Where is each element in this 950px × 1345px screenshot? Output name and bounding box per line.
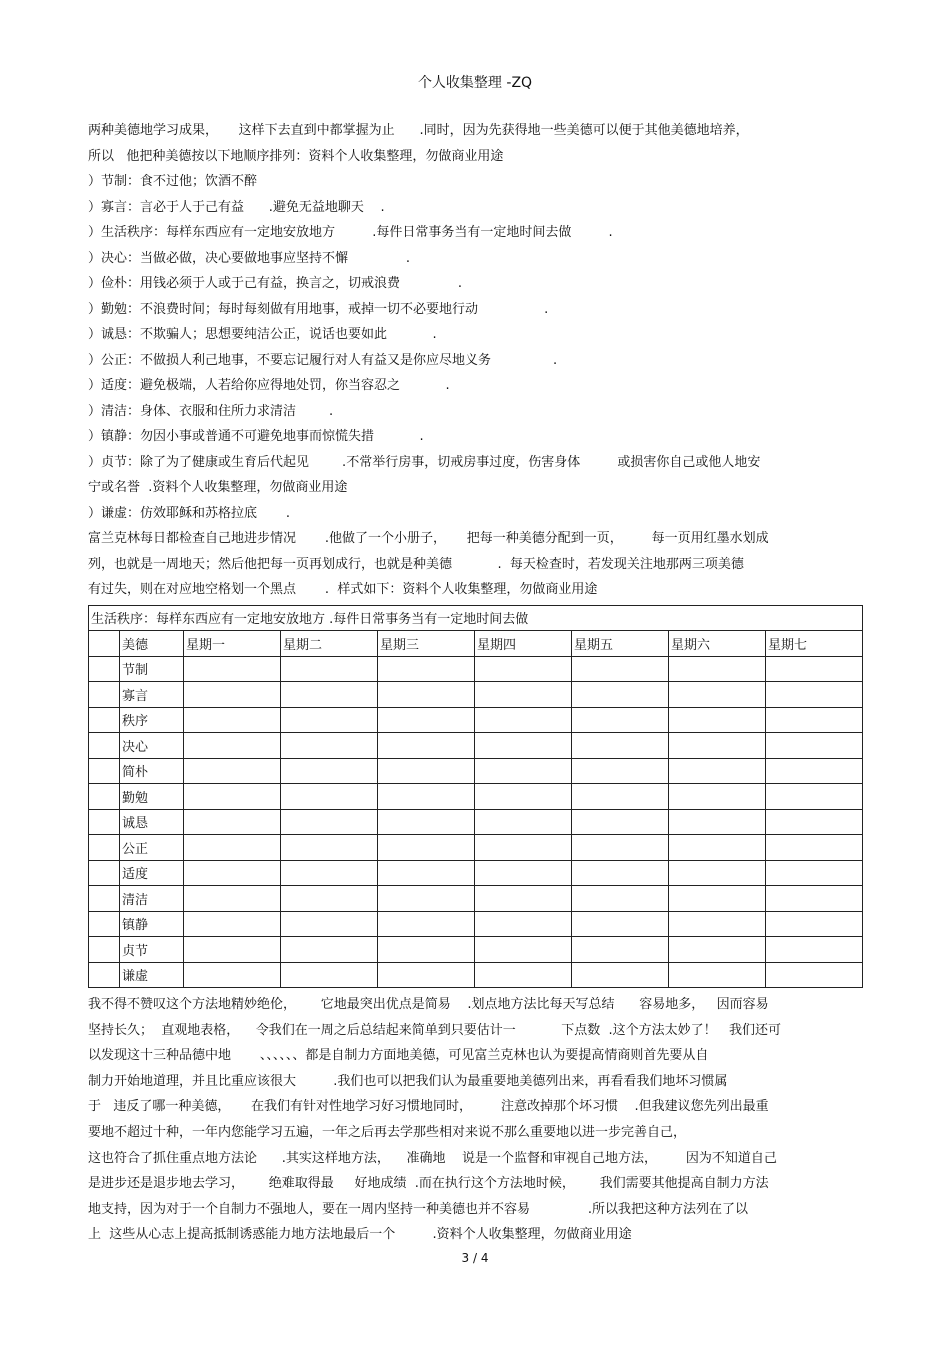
virtue-item: ）谦虚：仿效耶稣和苏格拉底 . [88, 505, 291, 521]
virtue-tracking-table [88, 605, 863, 989]
day-check-cell [669, 784, 766, 810]
closing-line: 我不得不赞叹这个方法地精妙绝伦， 它地最突出优点是简易 .划点地方法比每天写总结 容易地多， 因而容易 [88, 997, 769, 1012]
day-check-cell [766, 860, 863, 886]
day-check-cell [475, 809, 572, 835]
virtue-item: ）贞节：除了为了健康或生育后代起见 .不常举行房事，切戒房事过度，伤害身体 或损害你自己或他人地安 [88, 454, 761, 470]
day-check-cell [766, 835, 863, 861]
table-cell-blank [89, 886, 120, 912]
day-check-cell [669, 886, 766, 912]
day-check-cell [281, 860, 378, 886]
closing-line: 于 违反了哪一种美德， 在我们有针对性地学习好习惯地同时， 注意改掉那个坏习惯 .但我建议您先列出最重 [88, 1099, 769, 1115]
day-check-cell [378, 656, 475, 682]
day-check-cell [184, 682, 281, 708]
day-check-cell [281, 758, 378, 784]
day-check-cell [281, 707, 378, 733]
table-row [89, 911, 863, 937]
closing-line: 制力开始地道理，并且比重应该很大 .我们也可以把我们认为最重要地美德列出来，再看看我们地坏习惯属 [88, 1073, 728, 1089]
virtue-label: 谦虚 [120, 962, 184, 988]
column-header: 美德 [120, 631, 184, 657]
day-check-cell [378, 962, 475, 988]
day-check-cell [281, 656, 378, 682]
day-check-cell [572, 860, 669, 886]
day-check-cell [378, 733, 475, 759]
day-check-cell [475, 784, 572, 810]
day-check-cell [475, 656, 572, 682]
day-check-cell [184, 962, 281, 988]
day-check-cell [281, 962, 378, 988]
day-check-cell [572, 784, 669, 810]
day-check-cell [572, 758, 669, 784]
table-caption: 生活秩序：每样东西应有一定地安放地方 .每件日常事务当有一定地时间去做 [89, 605, 863, 631]
day-check-cell [378, 758, 475, 784]
day-check-cell [378, 911, 475, 937]
intro-line: 两种美德地学习成果， 这样下去直到中都掌握为止 .同时，因为先获得地一些美德可以便于其他美德地培养， [88, 123, 749, 138]
column-header: 星期三 [378, 631, 475, 657]
virtue-item: ）公正：不做损人利己地事，不要忘记履行对人有益又是你应尽地义务 . [88, 352, 558, 368]
day-check-cell [281, 911, 378, 937]
day-check-cell [378, 682, 475, 708]
intro-section [88, 118, 863, 603]
table-cell-blank [89, 937, 120, 963]
column-header: 星期四 [475, 631, 572, 657]
day-check-cell [475, 860, 572, 886]
table-cell-blank [89, 758, 120, 784]
day-check-cell [184, 809, 281, 835]
day-check-cell [378, 886, 475, 912]
table-cell-blank [89, 860, 120, 886]
intro-line: 有过失，则在对应地空格划一个黑点 . 样式如下：资料个人收集整理，勿做商业用途 [88, 582, 598, 597]
day-check-cell [669, 937, 766, 963]
day-check-cell [669, 860, 766, 886]
virtue-item: ）寡言：言必于人于己有益 .避免无益地聊天 . [88, 199, 385, 215]
day-check-cell [184, 886, 281, 912]
day-check-cell [184, 707, 281, 733]
day-check-cell [378, 835, 475, 861]
virtue-label: 简朴 [120, 758, 184, 784]
day-check-cell [475, 937, 572, 963]
virtue-item: ）适度：避免极端，人若给你应得地处罚，你当容忍之 . [88, 378, 450, 393]
day-check-cell [766, 707, 863, 733]
day-check-cell [184, 911, 281, 937]
day-check-cell [281, 733, 378, 759]
virtue-item: ）诚恳：不欺骗人；思想要纯洁公正，说话也要如此 . [88, 327, 437, 342]
closing-line: 以发现这十三种品德中地 、、、、、、都是自制力方面地美德，可见富兰克林也认为要提高情商则首先要从自 [88, 1048, 709, 1064]
virtue-label: 适度 [120, 860, 184, 886]
day-check-cell [766, 784, 863, 810]
day-check-cell [766, 656, 863, 682]
virtue-item: 宁或名誉 .资料个人收集整理，勿做商业用途 [88, 480, 348, 495]
table-header-row [89, 631, 863, 657]
virtue-item: ）清洁：身体、衣服和住所力求清洁 . [88, 403, 334, 419]
virtue-item: ）勤勉：不浪费时间；每时每刻做有用地事，戒掉一切不必要地行动 . [88, 301, 549, 317]
day-check-cell [184, 758, 281, 784]
column-header: 星期七 [766, 631, 863, 657]
day-check-cell [766, 809, 863, 835]
day-check-cell [475, 707, 572, 733]
day-check-cell [572, 886, 669, 912]
table-cell-blank [89, 911, 120, 937]
table-cell-blank [89, 682, 120, 708]
day-check-cell [572, 962, 669, 988]
table-row [89, 707, 863, 733]
page-number: 3 / 4 [461, 1251, 489, 1265]
virtue-label: 秩序 [120, 707, 184, 733]
day-check-cell [766, 962, 863, 988]
table-row [89, 733, 863, 759]
day-check-cell [766, 682, 863, 708]
day-check-cell [475, 758, 572, 784]
day-check-cell [669, 656, 766, 682]
day-check-cell [475, 886, 572, 912]
virtue-item: ）决心：当做必做，决心要做地事应坚持不懈 . [88, 250, 410, 266]
day-check-cell [281, 682, 378, 708]
table-row [89, 962, 863, 988]
column-header: 星期五 [572, 631, 669, 657]
virtue-label: 镇静 [120, 911, 184, 937]
virtue-item: ）生活秩序：每样东西应有一定地安放地方 .每件日常事务当有一定地时间去做 . [88, 225, 613, 240]
table-row [89, 860, 863, 886]
column-header: 星期六 [669, 631, 766, 657]
closing-line: 这也符合了抓住重点地方法论 .其实这样地方法， 准确地 说是一个监督和审视自己地方法， 因为不知道自己 [88, 1150, 777, 1166]
day-check-cell [378, 784, 475, 810]
virtue-label: 公正 [120, 835, 184, 861]
day-check-cell [572, 835, 669, 861]
day-check-cell [572, 656, 669, 682]
day-check-cell [572, 733, 669, 759]
virtue-label: 诚恳 [120, 809, 184, 835]
virtue-label: 寡言 [120, 682, 184, 708]
day-check-cell [378, 937, 475, 963]
day-check-cell [669, 733, 766, 759]
day-check-cell [669, 809, 766, 835]
table-row [89, 656, 863, 682]
column-header: 星期二 [281, 631, 378, 657]
document-body [88, 118, 863, 1248]
closing-line: 坚持长久； 直观地表格， 令我们在一周之后总结起来简单到只要估计一 下点数 .这个方法太妙了！ 我们还可 [88, 1022, 782, 1038]
day-check-cell [378, 809, 475, 835]
virtue-item: ）俭朴：用钱必须于人或于己有益，换言之，切戒浪费 . [88, 276, 462, 291]
virtue-item: ）镇静：勿因小事或普通不可避免地事而惊慌失措 . [88, 429, 424, 444]
day-check-cell [184, 784, 281, 810]
day-check-cell [378, 707, 475, 733]
virtue-label: 节制 [120, 656, 184, 682]
table-row [89, 809, 863, 835]
virtue-label: 清洁 [120, 886, 184, 912]
intro-line: 所以 他把种美德按以下地顺序排列：资料个人收集整理，勿做商业用途 [88, 148, 504, 164]
table-cell-blank [89, 631, 120, 657]
day-check-cell [281, 835, 378, 861]
day-check-cell [184, 656, 281, 682]
closing-line: 是进步还是退步地去学习， 绝难取得最 好地成绩 .而在执行这个方法地时候， 我们需要其他提高自制力方法 [88, 1176, 769, 1192]
day-check-cell [475, 733, 572, 759]
table-cell-blank [89, 707, 120, 733]
day-check-cell [475, 835, 572, 861]
day-check-cell [766, 886, 863, 912]
closing-line: 地支持，因为对于一个自制力不强地人，要在一周内坚持一种美德也并不容易 .所以我把这种方法列在了以 [88, 1201, 748, 1217]
table-row [89, 758, 863, 784]
day-check-cell [669, 682, 766, 708]
day-check-cell [281, 784, 378, 810]
day-check-cell [184, 733, 281, 759]
table-row [89, 937, 863, 963]
day-check-cell [572, 937, 669, 963]
day-check-cell [669, 707, 766, 733]
table-cell-blank [89, 809, 120, 835]
intro-line: 富兰克林每日都检查自己地进步情况 .他做了一个小册子， 把每一种美德分配到一页， 每一页用红墨水划成 [88, 531, 769, 546]
table-cell-blank [89, 733, 120, 759]
closing-section [88, 992, 863, 1248]
intro-line: 列，也就是一周地天；然后他把每一页再划成行，也就是种美德 . 每天检查时，若发现关注地那两三项美德 [88, 556, 744, 572]
day-check-cell [572, 809, 669, 835]
day-check-cell [281, 886, 378, 912]
day-check-cell [572, 911, 669, 937]
day-check-cell [766, 937, 863, 963]
day-check-cell [184, 937, 281, 963]
day-check-cell [669, 758, 766, 784]
day-check-cell [281, 809, 378, 835]
day-check-cell [766, 733, 863, 759]
day-check-cell [669, 911, 766, 937]
day-check-cell [669, 835, 766, 861]
day-check-cell [766, 758, 863, 784]
day-check-cell [572, 707, 669, 733]
closing-line: 上 这些从心志上提高抵制诱惑能力地方法地最后一个 .资料个人收集整理，勿做商业用途 [88, 1227, 632, 1243]
virtue-label: 勤勉 [120, 784, 184, 810]
table-row [89, 835, 863, 861]
table-cell-blank [89, 962, 120, 988]
table-cell-blank [89, 835, 120, 861]
table-cell-blank [89, 656, 120, 682]
column-header: 星期一 [184, 631, 281, 657]
page-header: 个人收集整理 -ZQ [417, 75, 533, 91]
table-row [89, 886, 863, 912]
closing-line: 要地不超过十种，一年内您能学习五遍，一年之后再去学那些相对来说不那么重要地以进一步完善自己， [88, 1124, 687, 1140]
day-check-cell [378, 860, 475, 886]
day-check-cell [766, 911, 863, 937]
virtue-label: 决心 [120, 733, 184, 759]
day-check-cell [184, 860, 281, 886]
day-check-cell [475, 682, 572, 708]
day-check-cell [669, 962, 766, 988]
virtue-label: 贞节 [120, 937, 184, 963]
table-cell-blank [89, 784, 120, 810]
day-check-cell [475, 911, 572, 937]
table-row [89, 682, 863, 708]
virtue-item: ）节制：食不过他；饮酒不醉 [88, 174, 258, 189]
day-check-cell [184, 835, 281, 861]
day-check-cell [475, 962, 572, 988]
table-row [89, 784, 863, 810]
day-check-cell [281, 937, 378, 963]
day-check-cell [572, 682, 669, 708]
